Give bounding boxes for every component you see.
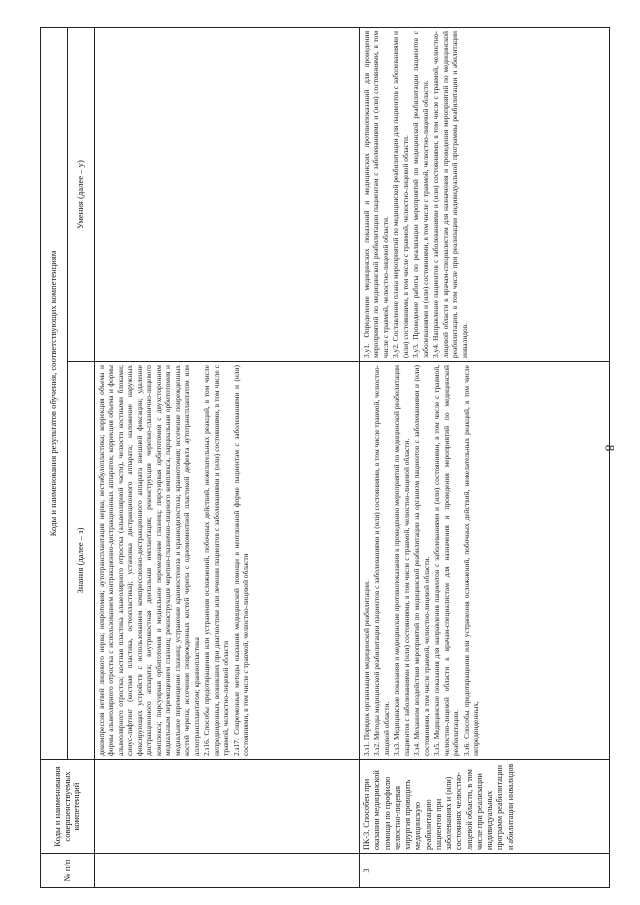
knowledge-cell: [360, 362, 610, 760]
table-row: [95, 28, 360, 888]
knowledge-cell: [95, 362, 360, 760]
knowledge-item: 2.з17. Современные методы оказания медицинской помощи в неотложной форме пациентам с заболеваниями и (или) состояниями, в том числе с травмой, челюстно-лицевой области: [231, 365, 251, 756]
header-skills: Умения (далее – у): [68, 28, 95, 362]
skill-item: 3.у3. Проведение работы по реализации мероприятий по медицинской реабилитации пациентов с заболеваниями и (или) состояниями, в том числе с травмой, челюстно-лицевой области.: [411, 31, 430, 358]
competence-cell: [95, 760, 360, 854]
knowledge-item: 2.з16. Способы предотвращения или устранения осложнений, побочных действий, нежелательных реакций, в том числе непредвиденных, возникших при диагностике или лечении пациентов с заболеваниями и (или) состояниями, в том числе с травмой, челюстно-лицевой области: [202, 365, 231, 756]
header-codes: Коды и наименования совершенствуемых компетенций: [41, 760, 95, 854]
knowledge-item: декомпрессия ветвей лицевого нерва; невротомия; аутотрансплантация нерва; вестибулопластика; коррекция объема и формы альвеолярного отростка с использованием контракционно-дистракционных аппаратов; коррекция объема и формы альвеолярного отростка; костная пластика альвеолярного отростка (альвеолярной части), челюсти костными блоками; синус-лифтинг (костная пластика, остеопластика); установка дистракционного аппарата; наложение наружных фиксирующих устройств с использованием компрессионно-дистракционного аппарата внешней фиксации; удаление дистракционного аппарата; внутрикостная дентальная имплантация; реконструкция черепно-глазнично-лицевого комплекса; пирсуирвая орбитотомия и медиальное перемещение глазниц; пирсуирвая орбитотомия с двухсторонним медиальным перемещением глазниц; реконструкция черепно-глазнично-лицевого комплекса, парциальная орбитотомия и медиальное перемещение глазниц; устранение краниостеноза и краниодизостоза; краниотомия; иссечение поврежденных костей черепа; иссечение поврежденных костей черепа с одномоментной пластикой дефекта аутотрансплантатом или аллотрансплантатом; краниопластика: [97, 365, 201, 756]
skill-item: 3.у2. Составление плана мероприятий по медицинской реабилитации для пациентов с заболеваниями и (или) состояниями, в том числе с травмой, челюстно-лицевой области.: [391, 31, 410, 358]
table-row: [360, 28, 610, 888]
knowledge-item: 3.з5. Медицинские показания для направления пациентов с заболеваниями и (или) состояниями, в том числе с травмой, челюстно-лицевой области к врачам-специалистам для назначения и проведения мероприятий по медицинской реабилитации.: [432, 365, 461, 756]
rotated-table-wrapper: [40, 28, 595, 888]
knowledge-item: 3.з3. Медицинские показания и медицинские противопоказания к проведению мероприятий по медицинской реабилитации пациентов с заболеваниями и (или) состояниями, в том числе с травмой, челюстно-лицевой области.: [392, 365, 411, 756]
competence-table: [40, 27, 610, 888]
skill-item: 3.у1. Определение медицинских показаний и медицинских противопоказаний для проведения мероприятий по медицинской реабилитации пациентам с заболеваниями и (или) состояниями, в том числе с травмой, челюстно-лицевой области.: [362, 31, 390, 358]
competence-cell: ПК-3. Способен при оказании медицинской помощи по профилю челюстно-лицевая хирургия проводить медицинскую реабилитацию пациентов при заболеваниях и (или) состояниях челюстно-лицевой области, в том числе при реализации индивидуальных программ реабилитации и абилитации инвалидов: [360, 760, 610, 854]
page-number: 8: [602, 444, 618, 452]
skills-cell: [95, 28, 360, 362]
knowledge-item: 3.з6. Способы предотвращения или устранения осложнений, побочных действий, нежелательных реакций, в том числе непредвиденных,: [461, 365, 481, 756]
knowledge-item: 3.з4. Механизм воздействия мероприятий по медицинской реабилитации на организм пациентов с заболеваниями и (или) состояниями, в том числе травмой, челюстно-лицевой области.: [412, 365, 431, 756]
row-number: [95, 854, 360, 888]
header-results-group: Коды и наименования результатов обучения, соответствующих компетенциям: [41, 28, 68, 760]
header-knowledge: Знания (далее – з): [68, 362, 95, 760]
knowledge-item: 3.з2. Методы медицинской реабилитации пациентов с заболеваниями и (или) состояниями, в том числе травмой, челюстно-лицевой области.: [372, 365, 391, 756]
skill-item: 3.у4. Направление пациентов с заболеваниями и (или) состояниями, в том числе с травмой, челюстно-лицевой области к врачам-специалистам для назначения и проведения мероприятий по медицинской реабилитации, в том числе при реализации индивидуальной программы реабилитации и абилитации инвалидов.: [431, 31, 469, 358]
skills-cell: [360, 28, 610, 362]
knowledge-item: 3.з1. Порядок организации медицинской реабилитации.: [362, 580, 371, 756]
row-number: 3: [360, 854, 610, 888]
header-num: № п/п: [41, 854, 95, 888]
